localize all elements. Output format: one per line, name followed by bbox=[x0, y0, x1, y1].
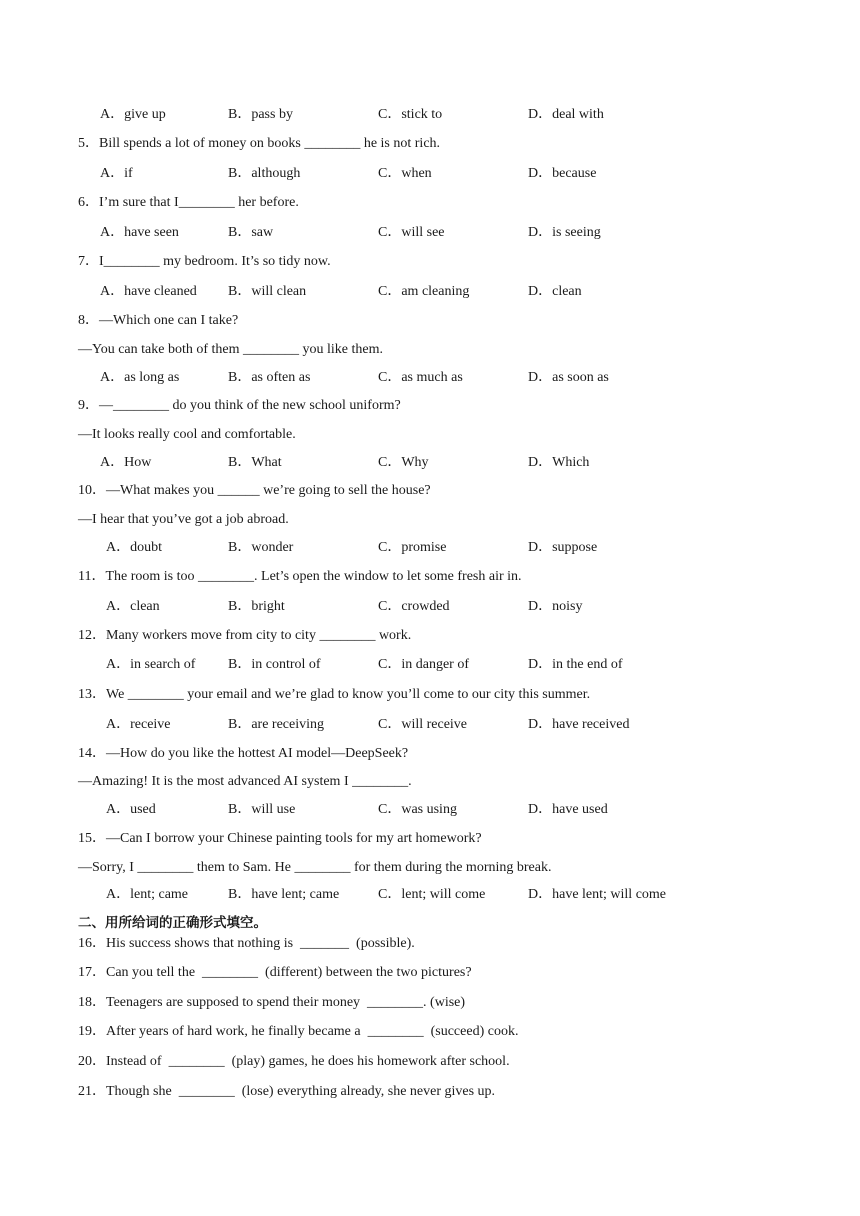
question-9-reply: —It looks really cool and comfortable. bbox=[78, 427, 296, 442]
q8-option-a: A．as long as bbox=[100, 370, 180, 385]
question-16: 16．His success shows that nothing is _______ (possible). bbox=[78, 936, 415, 951]
q15-option-d: D．have lent; will come bbox=[528, 887, 667, 902]
q5-option-d: D．because bbox=[528, 166, 597, 181]
q9-option-c: C．Why bbox=[378, 455, 429, 470]
question-7: 7．I________ my bedroom. It’s so tidy now. bbox=[78, 254, 331, 269]
q7-option-c: C．am cleaning bbox=[378, 284, 470, 299]
q6-option-a: A．have seen bbox=[100, 225, 179, 240]
q8-option-b: B．as often as bbox=[228, 370, 311, 385]
q7-option-b: B．will clean bbox=[228, 284, 307, 299]
q11-option-c: C．crowded bbox=[378, 599, 450, 614]
question-11: 11．The room is too ________. Let’s open the window to let some fresh air in. bbox=[78, 569, 522, 584]
q13-option-a: A．receive bbox=[106, 717, 171, 732]
q11-option-a: A．clean bbox=[106, 599, 160, 614]
q6-option-d: D．is seeing bbox=[528, 225, 601, 240]
q14-option-b: B．will use bbox=[228, 802, 296, 817]
question-12: 12．Many workers move from city to city ________ work. bbox=[78, 628, 412, 643]
q6-option-c: C．will see bbox=[378, 225, 445, 240]
q9-option-b: B．What bbox=[228, 455, 282, 470]
q8-option-d: D．as soon as bbox=[528, 370, 609, 385]
question-19: 19．After years of hard work, he finally became a ________ (succeed) cook. bbox=[78, 1024, 519, 1039]
q11-option-b: B．bright bbox=[228, 599, 285, 614]
q14-option-d: D．have used bbox=[528, 802, 608, 817]
q15-option-a: A．lent; came bbox=[106, 887, 189, 902]
question-6: 6．I’m sure that I________ her before. bbox=[78, 195, 299, 210]
section-heading: 二、用所给词的正确形式填空。 bbox=[78, 915, 267, 931]
q9-option-d: D．Which bbox=[528, 455, 590, 470]
q14-option-a: A．used bbox=[106, 802, 156, 817]
q6-option-b: B．saw bbox=[228, 225, 274, 240]
q7-option-d: D．clean bbox=[528, 284, 582, 299]
q11-option-d: D．noisy bbox=[528, 599, 583, 614]
question-15: 15．—Can I borrow your Chinese painting tools for my art homework? bbox=[78, 831, 482, 846]
q4-option-c: C．stick to bbox=[378, 107, 443, 122]
question-13: 13．We ________ your email and we’re glad to know you’ll come to our city this summer. bbox=[78, 687, 591, 702]
q13-option-d: D．have received bbox=[528, 717, 630, 732]
q9-option-a: A．How bbox=[100, 455, 152, 470]
question-20: 20．Instead of ________ (play) games, he does his homework after school. bbox=[78, 1054, 510, 1069]
question-18: 18．Teenagers are supposed to spend their money ________. (wise) bbox=[78, 995, 466, 1010]
q10-option-d: D．suppose bbox=[528, 540, 598, 555]
question-17: 17．Can you tell the ________ (different) between the two pictures? bbox=[78, 965, 472, 980]
question-21: 21．Though she ________ (lose) everything already, she never gives up. bbox=[78, 1084, 496, 1099]
q5-option-a: A．if bbox=[100, 166, 133, 181]
q8-option-c: C．as much as bbox=[378, 370, 463, 385]
question-15-reply: —Sorry, I ________ them to Sam. He ________ for them during the morning break. bbox=[78, 860, 552, 875]
q12-option-d: D．in the end of bbox=[528, 657, 623, 672]
q10-option-a: A．doubt bbox=[106, 540, 162, 555]
question-10-reply: —I hear that you’ve got a job abroad. bbox=[78, 512, 289, 527]
q12-option-c: C．in danger of bbox=[378, 657, 469, 672]
q12-option-b: B．in control of bbox=[228, 657, 321, 672]
question-9: 9．—________ do you think of the new school uniform? bbox=[78, 398, 401, 413]
q4-option-a: A．give up bbox=[100, 107, 166, 122]
q12-option-a: A．in search of bbox=[106, 657, 196, 672]
question-8-reply: —You can take both of them ________ you like them. bbox=[78, 342, 383, 357]
q4-option-b: B．pass by bbox=[228, 107, 293, 122]
question-10: 10．—What makes you ______ we’re going to sell the house? bbox=[78, 483, 431, 498]
q13-option-b: B．are receiving bbox=[228, 717, 325, 732]
q15-option-b: B．have lent; came bbox=[228, 887, 340, 902]
q14-option-c: C．was using bbox=[378, 802, 457, 817]
q10-option-b: B．wonder bbox=[228, 540, 294, 555]
question-5: 5．Bill spends a lot of money on books ________ he is not rich. bbox=[78, 136, 441, 151]
q5-option-b: B．although bbox=[228, 166, 301, 181]
q10-option-c: C．promise bbox=[378, 540, 447, 555]
q7-option-a: A．have cleaned bbox=[100, 284, 197, 299]
question-14: 14．—How do you like the hottest AI model—DeepSeek? bbox=[78, 746, 409, 761]
question-14-reply: —Amazing! It is the most advanced AI system I ________. bbox=[78, 774, 412, 789]
q5-option-c: C．when bbox=[378, 166, 432, 181]
question-8: 8．—Which one can I take? bbox=[78, 313, 239, 328]
q4-option-d: D．deal with bbox=[528, 107, 604, 122]
q13-option-c: C．will receive bbox=[378, 717, 468, 732]
q15-option-c: C．lent; will come bbox=[378, 887, 486, 902]
